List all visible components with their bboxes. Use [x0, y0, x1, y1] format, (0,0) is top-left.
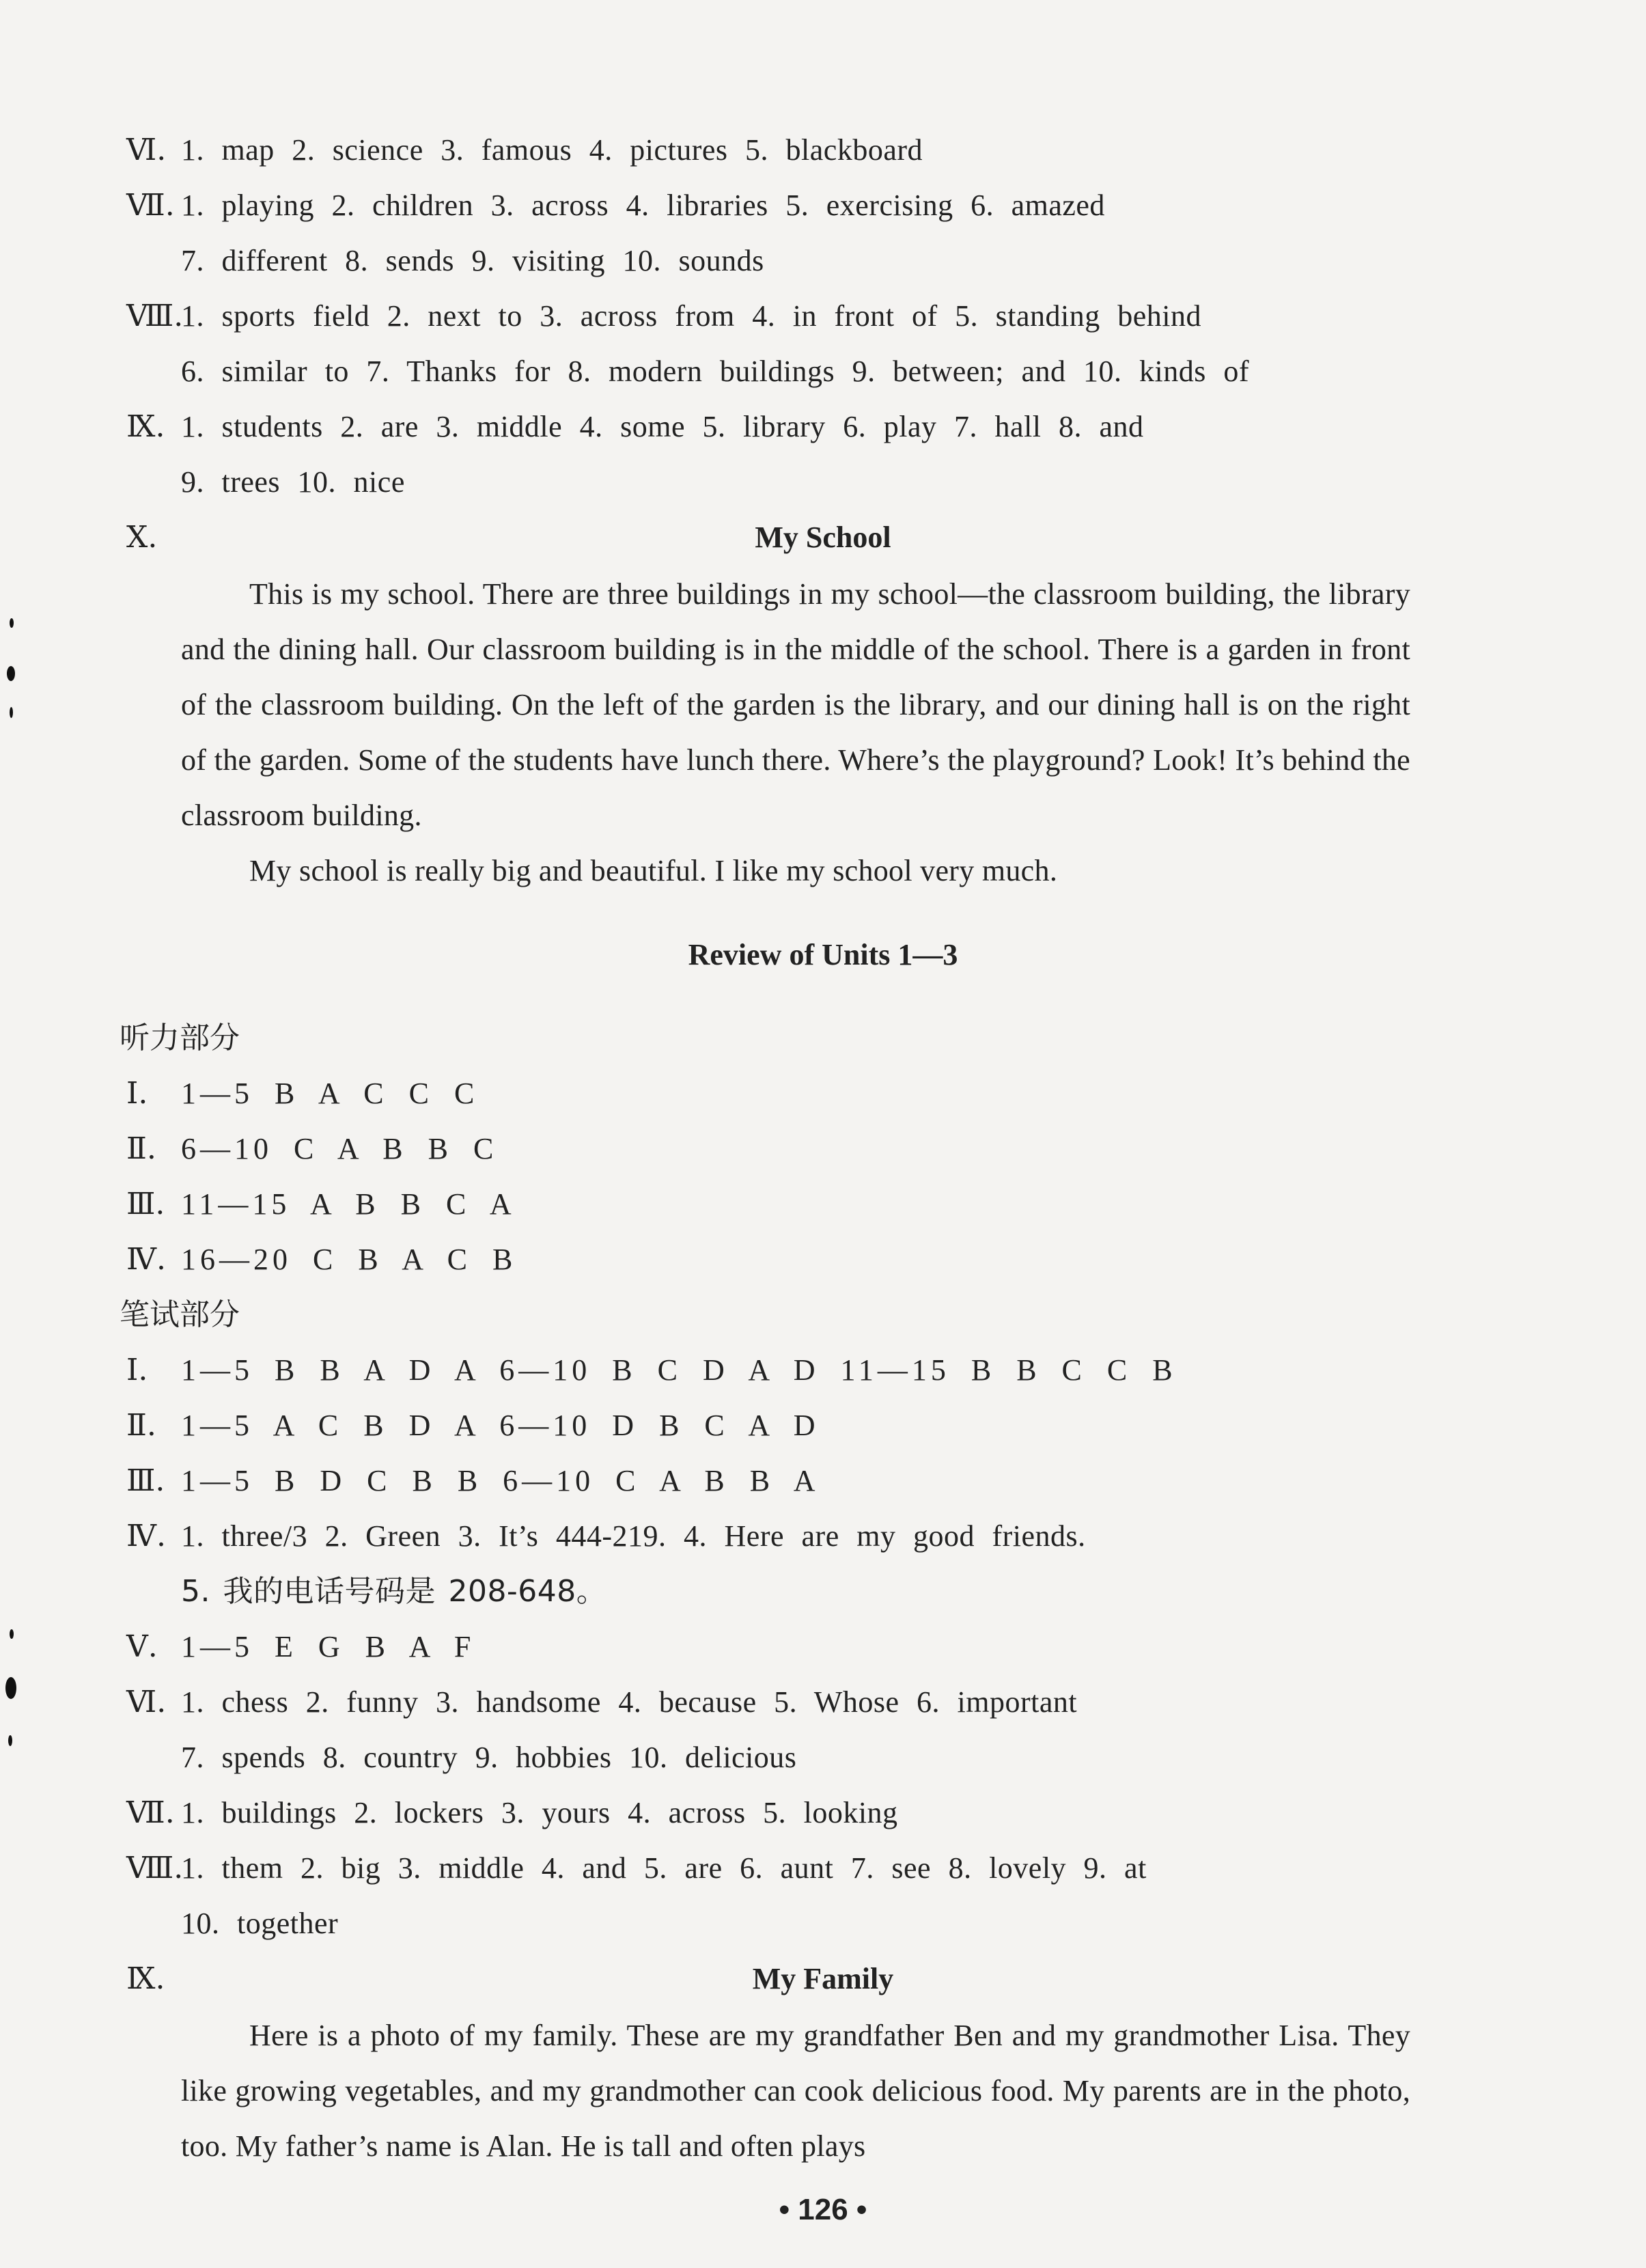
answer-text: 9. trees 10. nice [181, 465, 405, 499]
question-number: Ⅷ. [126, 299, 184, 333]
answer-text: 1—5 A C B D A 6—10 D B C A D [181, 1409, 820, 1442]
answer-text: 6. similar to 7. Thanks for 8. modern buildings 9. between; and 10. kinds of [181, 355, 1250, 388]
question-row [0, 1129, 1646, 1170]
question-row-continued [0, 240, 1646, 281]
answer-text: 7. spends 8. country 9. hobbies 10. delicious [181, 1741, 797, 1774]
answer-text: 11—15 A B B C A [181, 1187, 516, 1221]
question-row [0, 1239, 1646, 1280]
question-row-continued [0, 462, 1646, 503]
answer-text: 1. map 2. science 3. famous 4. pictures 5. blackboard [181, 133, 923, 167]
answer-text: 1—5 B D C B B 6—10 C A B B A [181, 1464, 820, 1497]
section-heading-listening: 听力部分 [120, 1021, 240, 1055]
question-number: Ⅱ. [126, 1131, 156, 1166]
question-row [0, 296, 1646, 337]
answer-text: 1. chess 2. funny 3. handsome 4. because 5. Whose 6. important [181, 1685, 1078, 1719]
essay-body [181, 566, 1410, 898]
answer-text: 7. different 8. sends 9. visiting 10. sounds [181, 244, 764, 277]
question-number: Ⅰ. [126, 1353, 148, 1387]
question-row [0, 1350, 1646, 1391]
answer-text: 1. students 2. are 3. middle 4. some 5. library 6. play 7. hall 8. and [181, 410, 1144, 443]
question-number: Ⅸ. [126, 1961, 165, 1996]
question-row-continued [0, 351, 1646, 392]
question-number: Ⅶ. [126, 188, 175, 223]
question-row [0, 1405, 1646, 1446]
question-row [0, 406, 1646, 447]
question-row [0, 1627, 1646, 1668]
question-row [0, 1793, 1646, 1834]
answer-text: 1—5 B A C C C [181, 1077, 479, 1110]
question-number: Ⅷ. [126, 1851, 184, 1885]
question-number: Ⅶ. [126, 1795, 175, 1830]
answer-text: 1. sports field 2. next to 3. across from 4. in front of 5. standing behind [181, 299, 1201, 333]
essay-paragraph: This is my school. There are three buildings in my school—the classroom building, the library and the dining hall. Our classroom building is in the middle of the school. There is a garden in front of the classroom building. On the left of the garden is the library, and our dining hall is on the right of the garden. Some of the students have lunch there. Where’s the playground? Look! It’s behind the classroom building. [181, 577, 1410, 832]
question-row-continued [0, 1737, 1646, 1778]
question-row [0, 1461, 1646, 1502]
question-number: Ⅸ. [126, 409, 165, 444]
section-heading-written: 笔试部分 [120, 1297, 240, 1332]
answer-text: 1—5 B B A D A 6—10 B C D A D 11—15 B B C C B [181, 1353, 1177, 1387]
question-number: Ⅰ. [126, 1076, 148, 1111]
answer-text: 1. playing 2. children 3. across 4. libraries 5. exercising 6. amazed [181, 189, 1105, 222]
essay-title: My School [755, 521, 891, 554]
answer-text: 1. them 2. big 3. middle 4. and 5. are 6. aunt 7. see 8. lovely 9. at [181, 1851, 1147, 1885]
question-number: Ⅱ. [126, 1408, 156, 1443]
answer-text: 1. buildings 2. lockers 3. yours 4. across 5. looking [181, 1796, 898, 1829]
question-number: Ⅲ. [126, 1187, 165, 1221]
answer-text: 16—20 C B A C B [181, 1243, 517, 1276]
question-number: Ⅳ. [126, 1242, 166, 1277]
question-row-continued [0, 1903, 1646, 1944]
question-number: Ⅵ. [126, 133, 167, 167]
binding-mark [10, 707, 13, 718]
question-row [0, 1184, 1646, 1225]
question-row [0, 1682, 1646, 1723]
essay-body [181, 2008, 1410, 2174]
question-row [0, 1848, 1646, 1889]
question-row [0, 1073, 1646, 1114]
question-number: Ⅲ. [126, 1463, 165, 1498]
essay-paragraph: Here is a photo of my family. These are my grandfather Ben and my grandmother Lisa. They like growing vegetables, and my grandmother can cook delicious food. My parents are in the photo, too. My father’s name is Alan. He is tall and often plays [181, 2019, 1410, 2163]
answer-text: 5. 我的电话号码是 208-648。 [181, 1574, 607, 1609]
question-row [0, 185, 1646, 226]
page-number: • 126 • [779, 2193, 867, 2226]
question-row-continued [0, 1571, 1646, 1612]
question-row [0, 1516, 1646, 1557]
essay-paragraph: My school is really big and beautiful. I like my school very much. [249, 854, 1058, 887]
binding-mark [7, 666, 15, 681]
question-number: Ⅴ. [126, 1629, 158, 1664]
question-number: Ⅹ. [126, 520, 158, 555]
review-title: Review of Units 1—3 [688, 938, 958, 971]
question-number: Ⅳ. [126, 1519, 166, 1553]
question-number: Ⅵ. [126, 1685, 167, 1719]
question-row [0, 130, 1646, 171]
answer-text: 10. together [181, 1907, 339, 1940]
answer-text: 1. three/3 2. Green 3. It’s 444-219. 4. Here are my good friends. [181, 1519, 1086, 1553]
answer-text: 1—5 E G B A F [181, 1630, 475, 1663]
essay-title: My Family [752, 1962, 894, 1995]
binding-mark [10, 618, 14, 628]
answer-text: 6—10 C A B B C [181, 1132, 498, 1165]
